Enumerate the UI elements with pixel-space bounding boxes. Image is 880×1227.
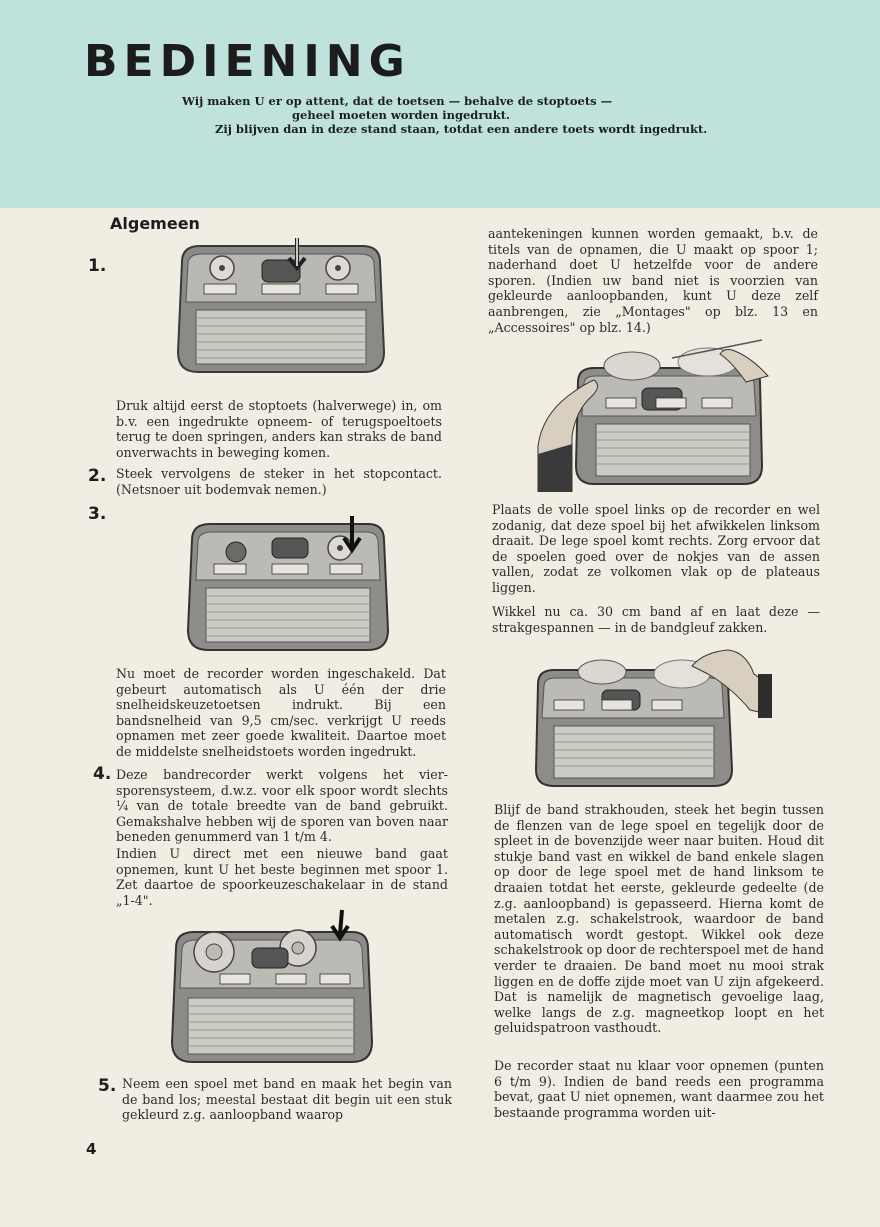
step-number-5: 5. bbox=[98, 1076, 117, 1096]
header-line-2: geheel moeten worden ingedrukt. bbox=[292, 108, 511, 122]
paragraph-right-3: Wikkel nu ca. 30 cm band af en laat deze — strakgespannen — in de bandgleuf zakken. bbox=[492, 604, 820, 635]
step-number-4: 4. bbox=[93, 764, 112, 784]
page-title: BEDIENING bbox=[84, 36, 411, 87]
illustration-recorder-track-switch bbox=[166, 908, 382, 1072]
page-number: 4 bbox=[86, 1140, 97, 1158]
step-number-2: 2. bbox=[88, 466, 107, 486]
step-number-3: 3. bbox=[88, 504, 107, 524]
paragraph-step-2: Steek vervolgens de steker in het stopcontact. (Netsnoer uit bodemvak nemen.) bbox=[116, 466, 442, 497]
step-number-1: 1. bbox=[88, 256, 107, 276]
paragraph-right-4: Blijf de band strakhouden, steek het begin tussen de flenzen van de lege spoel en tegelijk door de spleet in de bovenzijde weer naar buiten. Houd dit stukje band vast en wikkel de band enkele slagen op door de lege spoel met de hand linksom te draaien totdat het eerste, gekleurde gedeelte (de z.g. aanloopband) is gepasseerd. Hierna komt de metalen z.g. schakelstrook, waardoor de band automatisch wordt gestopt. Wikkel ook deze schakelstrook op door de rechterspoel met de hand verder te draaien. De band moet nu mooi strak liggen en de doffe zijde moet van U zijn afgekeerd. Dat is namelijk de magnetisch gevoelige laag, welke langs de z.g. magneetkop loopt en het geluidspatroon vasthoudt. bbox=[494, 802, 824, 1036]
paragraph-step-4a: Deze bandrecorder werkt volgens het vier-sporensysteem, d.w.z. voor elk spoor wordt slechts ¼ van de totale breedte van de band gebruikt. Gemakshalve hebben wij de sporen van boven naar beneden genummerd van 1 t/m 4. bbox=[116, 767, 448, 845]
illustration-hands-placing-reel bbox=[532, 336, 772, 492]
illustration-recorder-stop-key bbox=[170, 232, 392, 384]
paragraph-right-5: De recorder staat nu klaar voor opnemen (punten 6 t/m 9). Indien de band reeds een programma bevat, gaat U niet opnemen, want daarmee zou het bestaande programma worden uit- bbox=[494, 1058, 824, 1120]
paragraph-right-2: Plaats de volle spoel links op de recorder en wel zodanig, dat deze spoel bij het afwikkelen linksom draait. De lege spoel komt rechts. Zorg ervoor dat de spoelen goed over de nokjes van de assen vallen, zodat ze volkomen vlak op de plateaus liggen. bbox=[492, 502, 820, 595]
paragraph-step-4b: Indien U direct met een nieuwe band gaat opnemen, kunt U het beste beginnen met spoor 1. Zet daartoe de spoorkeuzeschakelaar in de stand „1-4". bbox=[116, 846, 448, 908]
paragraph-right-1: aantekeningen kunnen worden gemaakt, b.v. de titels van de opnamen, die U maakt op spoor 1; naderhand doet U hetzelfde voor de andere sporen. (Indien uw band niet is voorzien van gekleurde aanloopbanden, kunt U deze zelf aanbrengen, zie „Montages" op blz. 13 en „Accessoires" op blz. 14.) bbox=[488, 226, 818, 335]
illustration-recorder-speed-key bbox=[180, 512, 396, 660]
paragraph-step-3: Nu moet de recorder worden ingeschakeld. Dat gebeurt automatisch als U één der drie snelheidskeuzetoetsen indrukt. Bij een bandsnelheid van 9,5 cm/sec. verkrijgt U reeds opnamen met zeer goede kwaliteit. Daartoe moet de middelste snelheidstoets worden ingedrukt. bbox=[116, 666, 446, 759]
section-title: Algemeen bbox=[110, 214, 200, 233]
header-line-3: Zij blijven dan in deze stand staan, totdat een andere toets wordt ingedrukt. bbox=[215, 122, 708, 136]
paragraph-step-5: Neem een spoel met band en maak het begin van de band los; meestal bestaat dit begin uit een stuk gekleurd z.g. aanloopband waarop bbox=[122, 1076, 452, 1123]
illustration-threading-tape bbox=[532, 644, 776, 790]
header-line-1: Wij maken U er op attent, dat de toetsen — behalve de stoptoets — bbox=[182, 94, 613, 108]
paragraph-step-1: Druk altijd eerst de stoptoets (halverwege) in, om b.v. een ingedrukte opneem- of terugspoeltoets terug te doen springen, anders kan straks de band onverwachts in beweging komen. bbox=[116, 398, 442, 460]
